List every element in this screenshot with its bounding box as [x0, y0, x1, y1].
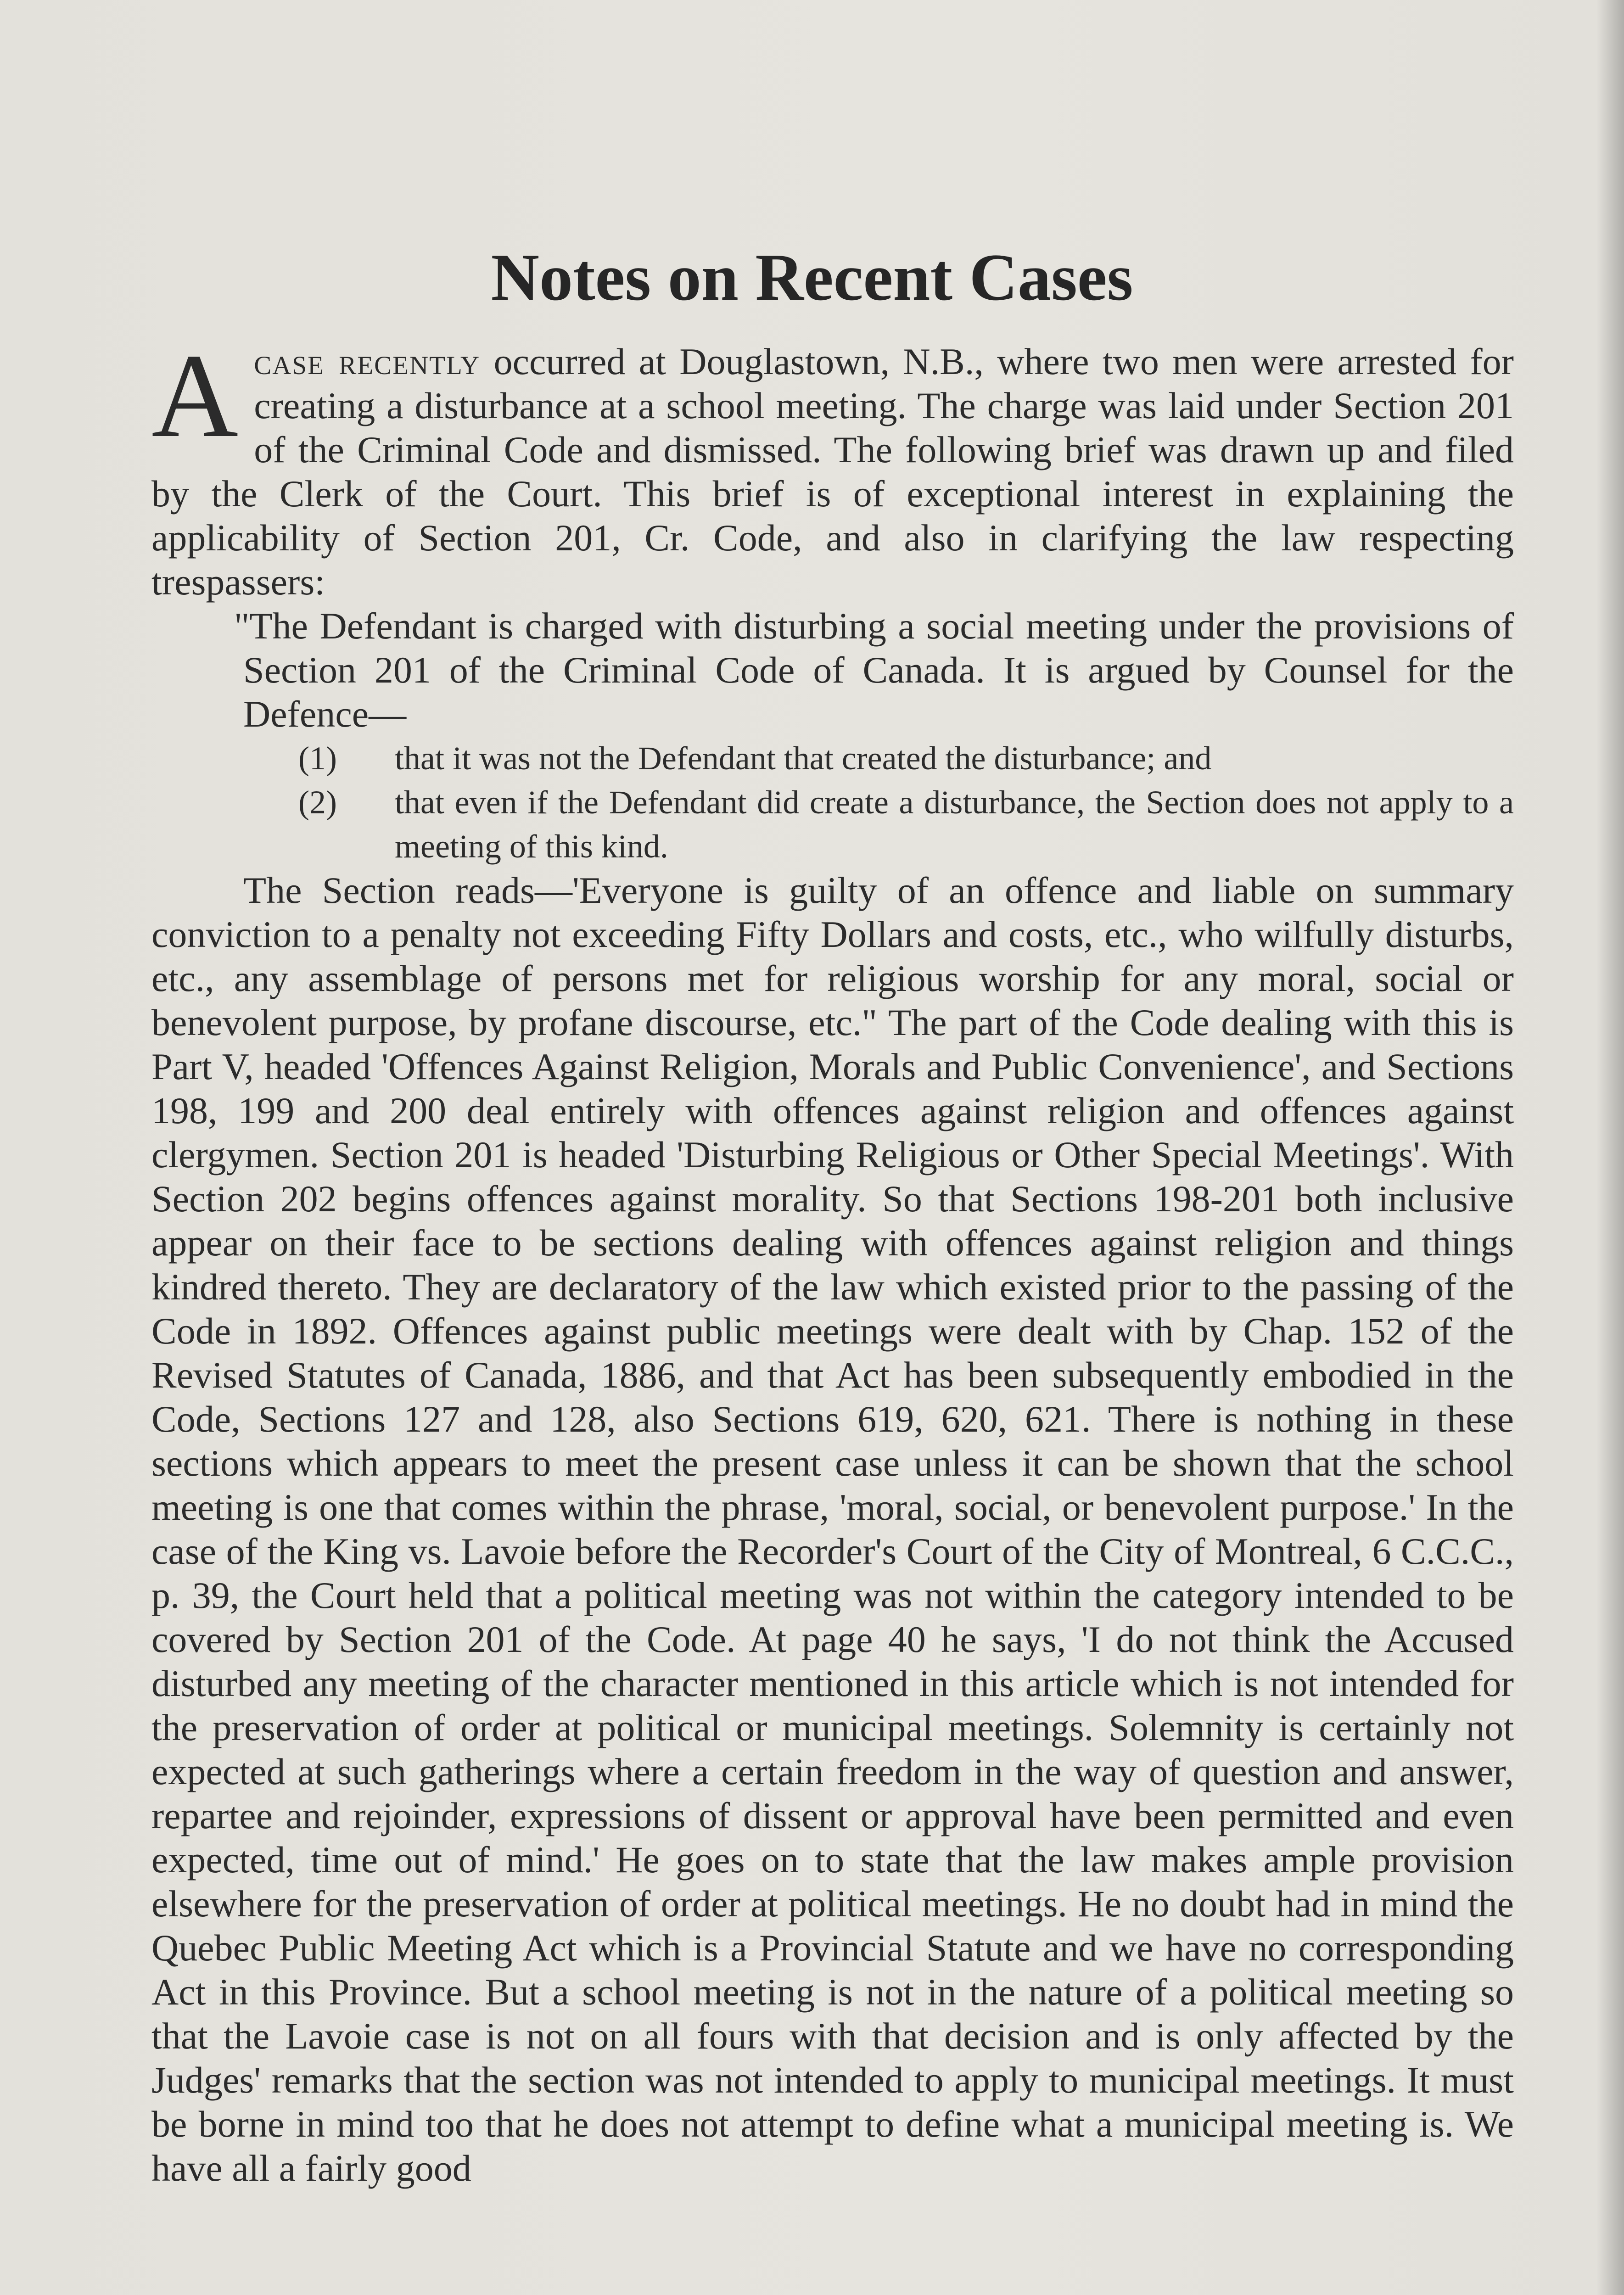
intro-smallcaps: case recently — [254, 341, 481, 382]
list-item-text: that even if the Defendant did create a disturbance, the Section does not apply to a meeting of this kind. — [395, 784, 1514, 865]
intro-paragraph — [151, 329, 1514, 604]
list-item — [298, 780, 1514, 868]
list-item-number: (1) — [298, 740, 337, 777]
main-paragraph: The Section reads—'Everyone is guilty of an offence and liable on summary conviction to a penalty not exceeding Fifty Dollars and costs, etc., who wilfully disturbs, etc., any assemblage of persons met for religious worship for any moral, social or benevolent purpose, by profane discourse, etc." The part of the Code dealing with this is Part V, headed 'Offences Against Religion, Morals and Public Convenience', and Sections 198, 199 and 200 deal entirely with offences against religion and offences against clergymen. Section 201 is headed 'Disturbing Religious or Other Special Meetings'. With Section 202 begins offences against morality. So that Sections 198-201 both inclusive appear on their face to be sections dealing with offences against religion and things kindred thereto. They are declaratory of the law which existed prior to the passing of the Code in 1892. Offences against public meetings were dealt with by Chap. 152 of the Revised Statutes of Canada, 1886, and that Act has been subsequently embodied in the Code, Sections 127 and 128, also Sections 619, 620, 621. There is nothing in these sections which appears to meet the present case unless it can be shown that the school meeting is one that comes within the phrase, 'moral, social, or benevolent purpose.' In the case of the King vs. Lavoie before the Recorder's Court of the City of Montreal, 6 C.C.C., p. 39, the Court held that a political meeting was not within the category intended to be covered by Section 201 of the Code. At page 40 he says, 'I do not think the Accused disturbed any meeting of the character mentioned in this article which is not intended for the preservation of order at political or municipal meetings. Solemnity is certainly not expected at such gatherings where a certain freedom in the way of question and answer, repartee and rejoinder, expressions of dissent or approval have been permitted and even expected, time out of mind.' He goes on to state that the law makes ample provision elsewhere for the preservation of order at political meetings. He no doubt had in mind the Quebec Public Meeting Act which is a Provincial Statute and we have no corresponding Act in this Province. But a school meeting is not in the nature of a political meeting so that the Lavoie case is not on all fours with that decision and is only affected by the Judges' remarks that the section was not intended to apply to municipal meetings. It must be borne in mind too that he does not attempt to define what a municipal meeting is. We have all a fairly good — [151, 869, 1514, 2189]
quote-intro-paragraph: "The Defendant is charged with disturbing a social meeting under the provisions of Section 201 of the Criminal Code of Canada. It is argued by Counsel for the Defence— — [234, 605, 1514, 735]
article-body — [151, 329, 1514, 2190]
drop-cap: A — [151, 329, 239, 462]
page-edge-shadow — [1596, 0, 1624, 2295]
intro-text: occurred at Douglastown, N.B., where two men were arrested for creating a disturbance at a school meeting. The charge was laid under Section 201 of the Criminal Code and dismissed. The following brief was drawn up and filed by the Clerk of the Court. This brief is of exceptional interest in explaining the applicability of Section 201, Cr. Code, and also in clarifying the law respecting trespassers: — [151, 341, 1514, 603]
list-item — [298, 736, 1514, 780]
article-title: Notes on Recent Cases — [491, 240, 1133, 314]
list-item-number: (2) — [298, 784, 337, 821]
list-item-text: that it was not the Defendant that created the disturbance; and — [395, 740, 1212, 777]
